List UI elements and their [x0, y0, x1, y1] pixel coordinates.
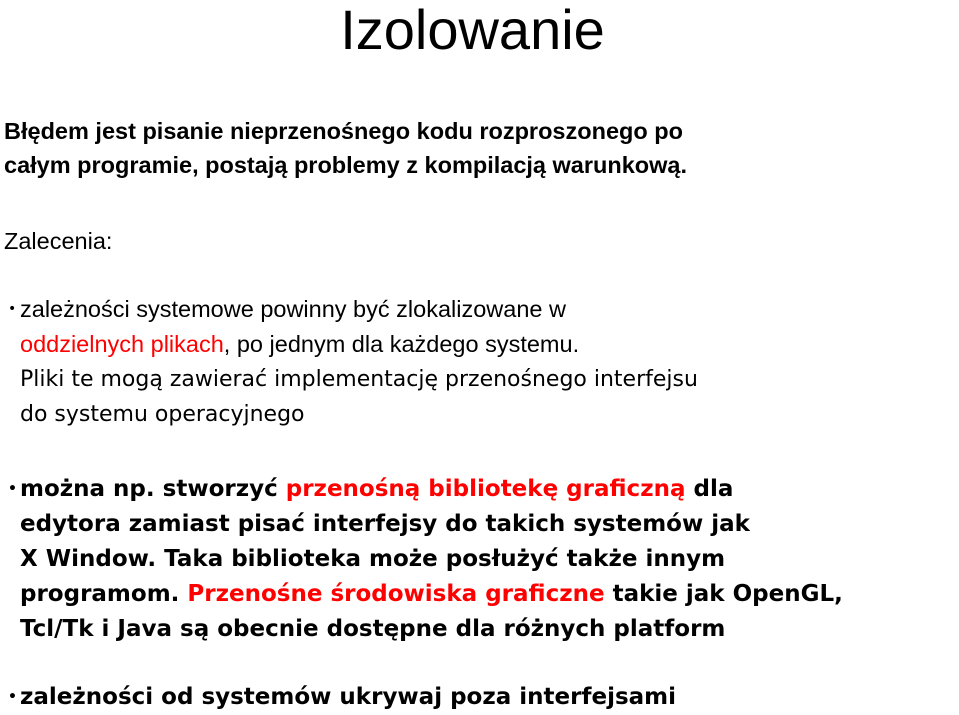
bullet2-line-4-end: takie jak OpenGL, — [604, 581, 843, 607]
bullet1-line-4: do systemu operacyjnego — [20, 402, 305, 427]
bullet1-line-1: zależności systemowe powinny być zlokalizowane w — [20, 296, 566, 322]
bullet2-line-1-end: dla — [685, 476, 734, 502]
bullet-icon: • — [8, 301, 17, 317]
intro-line-1: Błędem jest pisanie nieprzenośnego kodu rozproszonego po — [4, 118, 683, 144]
bullet-icon: • — [8, 689, 17, 705]
bullet-body — [20, 680, 959, 715]
bullet1-line-3: Pliki te mogą zawierać implementację przenośnego interfejsu — [20, 367, 698, 392]
recommendations-label: Zalecenia: — [4, 228, 113, 254]
highlight-separate-files: oddzielnych plikach — [20, 331, 224, 357]
intro-paragraph — [4, 114, 949, 182]
highlight-portable-environments: Przenośne środowiska graficzne — [187, 581, 605, 607]
bullet3-line-1: zależności od systemów ukrywaj poza interfejsami — [20, 684, 677, 710]
bullet-body — [20, 472, 959, 647]
bullet1-line-2-rest: , po jednym dla każdego systemu. — [223, 331, 580, 357]
bullet2-line-4-start: programom. — [20, 581, 188, 607]
highlight-portable-library: przenośną bibliotekę graficzną — [285, 476, 686, 502]
slide-title: Izolowanie — [340, 0, 605, 61]
bullet-body — [20, 292, 959, 432]
bullet2-line-1-start: można np. stworzyć — [20, 476, 286, 502]
bullet2-line-3: X Window. Taka biblioteka może posłużyć także innym — [20, 546, 726, 572]
bullet2-line-2: edytora zamiast pisać interfejsy do takich systemów jak — [20, 511, 750, 537]
bullet-icon: • — [8, 481, 17, 497]
intro-line-2: całym programie, postają problemy z kompilacją warunkową. — [4, 152, 688, 178]
bullet2-line-1 — [20, 472, 959, 507]
bullet2-line-5: Tcl/Tk i Java są obecnie dostępne dla różnych platform — [20, 616, 726, 642]
bullet1-line-2 — [20, 327, 959, 362]
bullet2-line-4 — [20, 577, 959, 612]
